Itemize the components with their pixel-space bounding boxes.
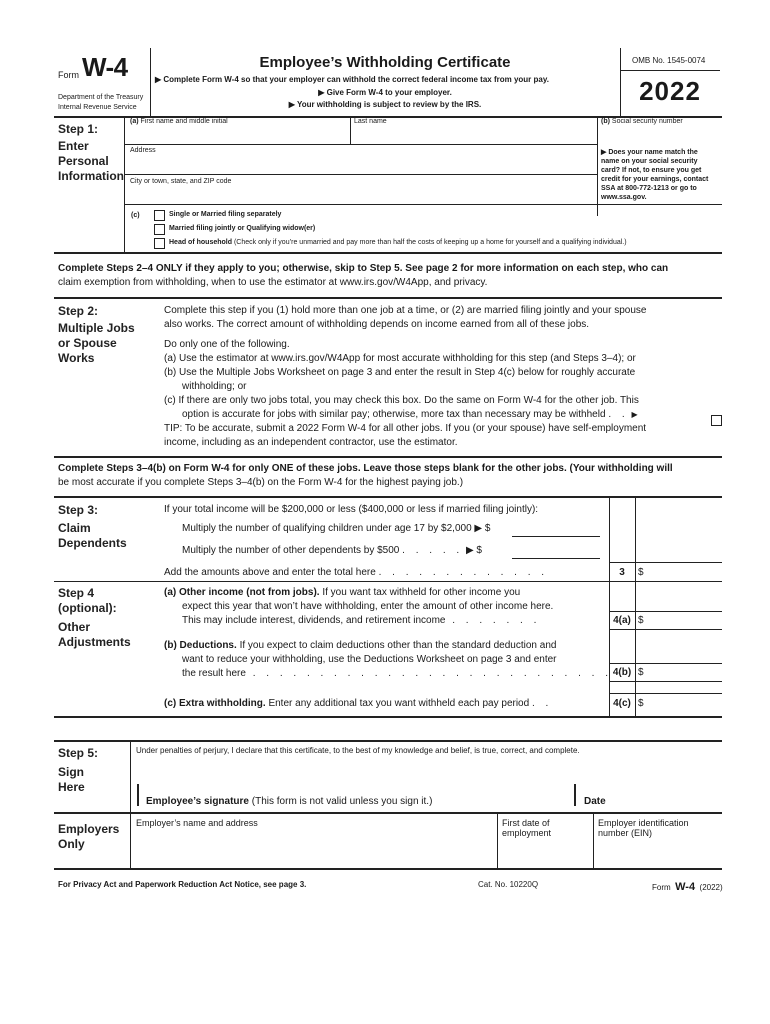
leader-dots: . .	[531, 698, 553, 709]
checkbox-single[interactable]	[154, 210, 165, 221]
step1-name-2: Personal	[58, 154, 109, 168]
last-name-label: Last name	[354, 118, 387, 125]
step2-text: Complete this step if you (1) hold more than one job at a time, or (2) are married filing jointly and your spouse	[164, 305, 647, 316]
ssn-field[interactable]	[601, 118, 721, 144]
ssn-note-line: name on your social security	[601, 158, 698, 165]
line-4c-amount[interactable]	[638, 697, 720, 711]
step4-b-text: the result here	[182, 668, 246, 679]
footer-form-id	[652, 877, 723, 895]
ein-label: number (EIN)	[598, 828, 653, 838]
date-label: Date	[584, 796, 606, 807]
complete-steps-line: claim exemption from withholding, when to use the estimator at www.irs.gov/W4App, and privacy.	[58, 277, 488, 288]
step4-c	[164, 697, 552, 711]
checkbox-head-of-household[interactable]	[154, 238, 165, 249]
line-4a-number: 4(a)	[613, 615, 631, 626]
step3-intro: If your total income will be $200,000 or less ($400,000 or less if married filing jointly):	[164, 504, 539, 515]
ssn-note-line: SSA at 800-772-1213 or go to	[601, 185, 697, 192]
checkbox-two-jobs[interactable]	[711, 415, 722, 426]
arrow-right-icon: ▶	[155, 75, 162, 84]
step4-a-text: This may include interest, dividends, and retirement income	[182, 615, 446, 626]
step4-label: Step 4	[58, 586, 95, 600]
ssn-note-line: ▶ Does your name match the	[601, 149, 698, 156]
step2-option-b: withholding; or	[182, 381, 247, 392]
first-date-label: employment	[502, 828, 552, 838]
step2-option-c: option is accurate for jobs with similar pay; otherwise, more tax than necessary may be withheld	[182, 409, 606, 420]
step3-add	[164, 566, 548, 580]
omb-number: OMB No. 1545-0074	[632, 56, 706, 65]
employer-name-label: Employer’s name and address	[136, 818, 258, 828]
step2-option-c: (c) If there are only two jobs total, you may check this box. Do the same on Form W-4 for the other job. This	[164, 395, 639, 406]
step4-name-2: Adjustments	[58, 635, 131, 649]
signature-marker	[137, 784, 139, 806]
instruction-1	[155, 75, 549, 84]
step4-b-heading: (b) Deductions.	[164, 640, 237, 651]
instruction-2	[150, 88, 620, 97]
leader-dots: . . . . .	[402, 545, 464, 556]
other-dependents-amount-input[interactable]	[512, 544, 600, 559]
first-name-label: First name and middle initial	[140, 118, 228, 125]
city-label: City or town, state, and ZIP code	[130, 178, 232, 185]
privacy-notice: For Privacy Act and Paperwork Reduction Act Notice, see page 3.	[58, 880, 307, 889]
field-a-label: (a)	[130, 118, 139, 125]
line-3-number: 3	[619, 567, 625, 578]
step4-label-optional: (optional):	[58, 601, 117, 615]
step4-a-text: If you want tax withheld for other income you	[322, 587, 521, 598]
dollar-sign: $	[638, 615, 644, 626]
step1-name-1: Enter	[58, 139, 89, 153]
step1-label: Step 1:	[58, 122, 99, 136]
checkbox-married[interactable]	[154, 224, 165, 235]
step2-tip: TIP: To be accurate, submit a 2022 Form W-4 for all other jobs. If you (or your spouse) have self-employment	[164, 423, 647, 434]
step5-name-2: Here	[58, 780, 85, 794]
step4-c-text: Enter any additional tax you want withheld each pay period	[268, 698, 530, 709]
footer-form-code: W-4	[675, 881, 696, 893]
dollar-sign: $	[638, 698, 644, 709]
first-date-label: First date of	[502, 818, 550, 828]
step4-a-heading: (a) Other income (not from jobs).	[164, 587, 320, 598]
leader-dots: . .	[608, 409, 629, 420]
line-4b-number: 4(b)	[612, 667, 632, 678]
perjury-statement: Under penalties of perjury, I declare that this certificate, to the best of my knowledge and belief, is true, correct, and complete.	[136, 746, 580, 755]
step5-label: Step 5:	[58, 746, 99, 760]
signature-label-note: (This form is not valid unless you sign it.)	[251, 796, 433, 807]
children-amount-input[interactable]	[512, 522, 600, 537]
ssn-note-line: card? If not, to ensure you get	[601, 167, 702, 174]
step4-name-1: Other	[58, 620, 91, 634]
step3-others-dollar: ▶ $	[465, 545, 482, 556]
step3-others-text: Multiply the number of other dependents by $500	[182, 545, 400, 556]
step3-label: Step 3:	[58, 503, 99, 517]
complete-steps-b-line: be most accurate if you complete Steps 3–4(b) on the Form W-4 for the highest paying job.)	[58, 477, 464, 488]
dept-treasury: Department of the Treasury	[58, 94, 144, 101]
catalog-number: Cat. No. 10220Q	[478, 880, 539, 889]
address-field[interactable]	[130, 147, 592, 173]
footer-form-prefix: Form	[652, 883, 671, 892]
dept-irs: Internal Revenue Service	[58, 104, 137, 111]
step3-name-1: Claim	[58, 521, 91, 535]
leader-dots: . . . . . . . . . . . . . . . . . . . . . . . . . . .	[245, 668, 612, 679]
first-date-field[interactable]	[502, 818, 590, 866]
dollar-sign: $	[638, 567, 644, 578]
city-field[interactable]	[130, 178, 592, 204]
ssn-note-line: www.ssa.gov.	[601, 194, 647, 201]
hoh-label: Head of household	[169, 239, 232, 246]
option-head-of-household	[169, 239, 627, 246]
form-title: Employee’s Withholding Certificate	[259, 54, 511, 71]
employers-name-2: Only	[58, 837, 85, 851]
signature-label-bold: Employee’s signature	[146, 796, 249, 807]
field-b-label: (b)	[601, 118, 610, 125]
step2-text: also works. The correct amount of withholding depends on income earned from all of these jobs.	[164, 319, 590, 330]
complete-steps-b-line: Complete Steps 3–4(b) on Form W-4 for only ONE of these jobs. Leave those steps blank for the other jobs. (Your withholding will	[58, 463, 673, 474]
tax-year: 2022	[639, 76, 701, 106]
step4-a-text: expect this year that won’t have withholding, enter the amount of other income here.	[182, 601, 554, 612]
step4-b-text: want to reduce your withholding, use the Deductions Worksheet on page 3 and enter	[182, 654, 557, 665]
step2-option-a: (a) Use the estimator at www.irs.gov/W4App for most accurate withholding for this step (and Steps 3–4); or	[164, 353, 636, 364]
step2-name-2: or Spouse	[58, 336, 117, 350]
ssn-label: Social security number	[611, 118, 683, 125]
date-field[interactable]	[576, 780, 720, 808]
ssn-note-line: credit for your earnings, contact	[601, 176, 709, 183]
step2-option-b: (b) Use the Multiple Jobs Worksheet on page 3 and enter the result in Step 4(c) below for roughly accurate	[164, 367, 636, 378]
arrow-right-icon: ▶	[318, 88, 325, 97]
step2-tip: income, including as an independent contractor, use the estimator.	[164, 437, 458, 448]
employer-name-field[interactable]	[136, 818, 494, 866]
step2-body	[164, 304, 646, 450]
complete-steps-b-note	[58, 462, 673, 490]
instruction-3-text: Your withholding is subject to review by the IRS.	[296, 100, 482, 109]
step1-name-3: Information	[58, 169, 124, 183]
signature-label	[146, 796, 432, 807]
instruction-2-text: Give Form W-4 to your employer.	[326, 88, 452, 97]
step4-c-heading: (c) Extra withholding.	[164, 698, 266, 709]
first-name-field[interactable]	[130, 118, 348, 144]
form-prefix: Form	[58, 70, 79, 80]
instruction-1-text: Complete Form W-4 so that your employer can withhold the correct federal income tax from your pay.	[163, 75, 549, 84]
step2-text: Do only one of the following.	[164, 339, 290, 350]
hoh-note: (Check only if you’re unmarried and pay more than half the costs of keeping up a home for yourself and a qualifying individual.)	[233, 239, 627, 246]
line-4a-amount[interactable]	[638, 614, 720, 628]
option-married: Married filing jointly or Qualifying widow(er)	[169, 225, 316, 232]
ssn-note	[601, 148, 708, 202]
ein-field[interactable]	[598, 818, 720, 866]
step4-b	[164, 639, 612, 681]
step5-name-1: Sign	[58, 765, 84, 779]
complete-steps-line: Complete Steps 2–4 ONLY if they apply to you; otherwise, skip to Step 5. See page 2 for more information on each step, who can	[58, 263, 669, 274]
instruction-3	[150, 100, 620, 109]
complete-steps-note	[58, 262, 668, 290]
option-single: Single or Married filing separately	[169, 211, 282, 218]
dollar-sign: $	[638, 667, 644, 678]
step2-name-1: Multiple Jobs	[58, 321, 135, 335]
employers-name-1: Employers	[58, 822, 120, 836]
step3-others	[182, 544, 482, 558]
arrow-right-icon: ▶	[288, 100, 295, 109]
step3-add-text: Add the amounts above and enter the total here	[164, 567, 376, 578]
form-code: W-4	[82, 52, 128, 82]
line-4c-number: 4(c)	[613, 698, 631, 709]
address-label: Address	[130, 147, 156, 154]
leader-dots: . . . . . . .	[445, 615, 541, 626]
step2-label: Step 2:	[58, 304, 99, 318]
footer-form-year: (2022)	[699, 883, 723, 892]
ein-label: Employer identification	[598, 818, 689, 828]
step2-name-3: Works	[58, 351, 95, 365]
step3-name-2: Dependents	[58, 536, 127, 550]
leader-dots: . . . . . . . . . . . . .	[378, 567, 549, 578]
arrow-right-icon: ▶	[631, 410, 638, 419]
step3-children: Multiply the number of qualifying children under age 17 by $2,000 ▶ $	[182, 523, 491, 534]
last-name-field[interactable]	[354, 118, 594, 144]
line-3-amount[interactable]	[638, 566, 720, 580]
field-c-label: (c)	[131, 212, 140, 219]
step4-a	[164, 586, 553, 628]
step4-b-text: If you expect to claim deductions other than the standard deduction and	[239, 640, 557, 651]
line-4b-amount[interactable]	[638, 666, 720, 680]
